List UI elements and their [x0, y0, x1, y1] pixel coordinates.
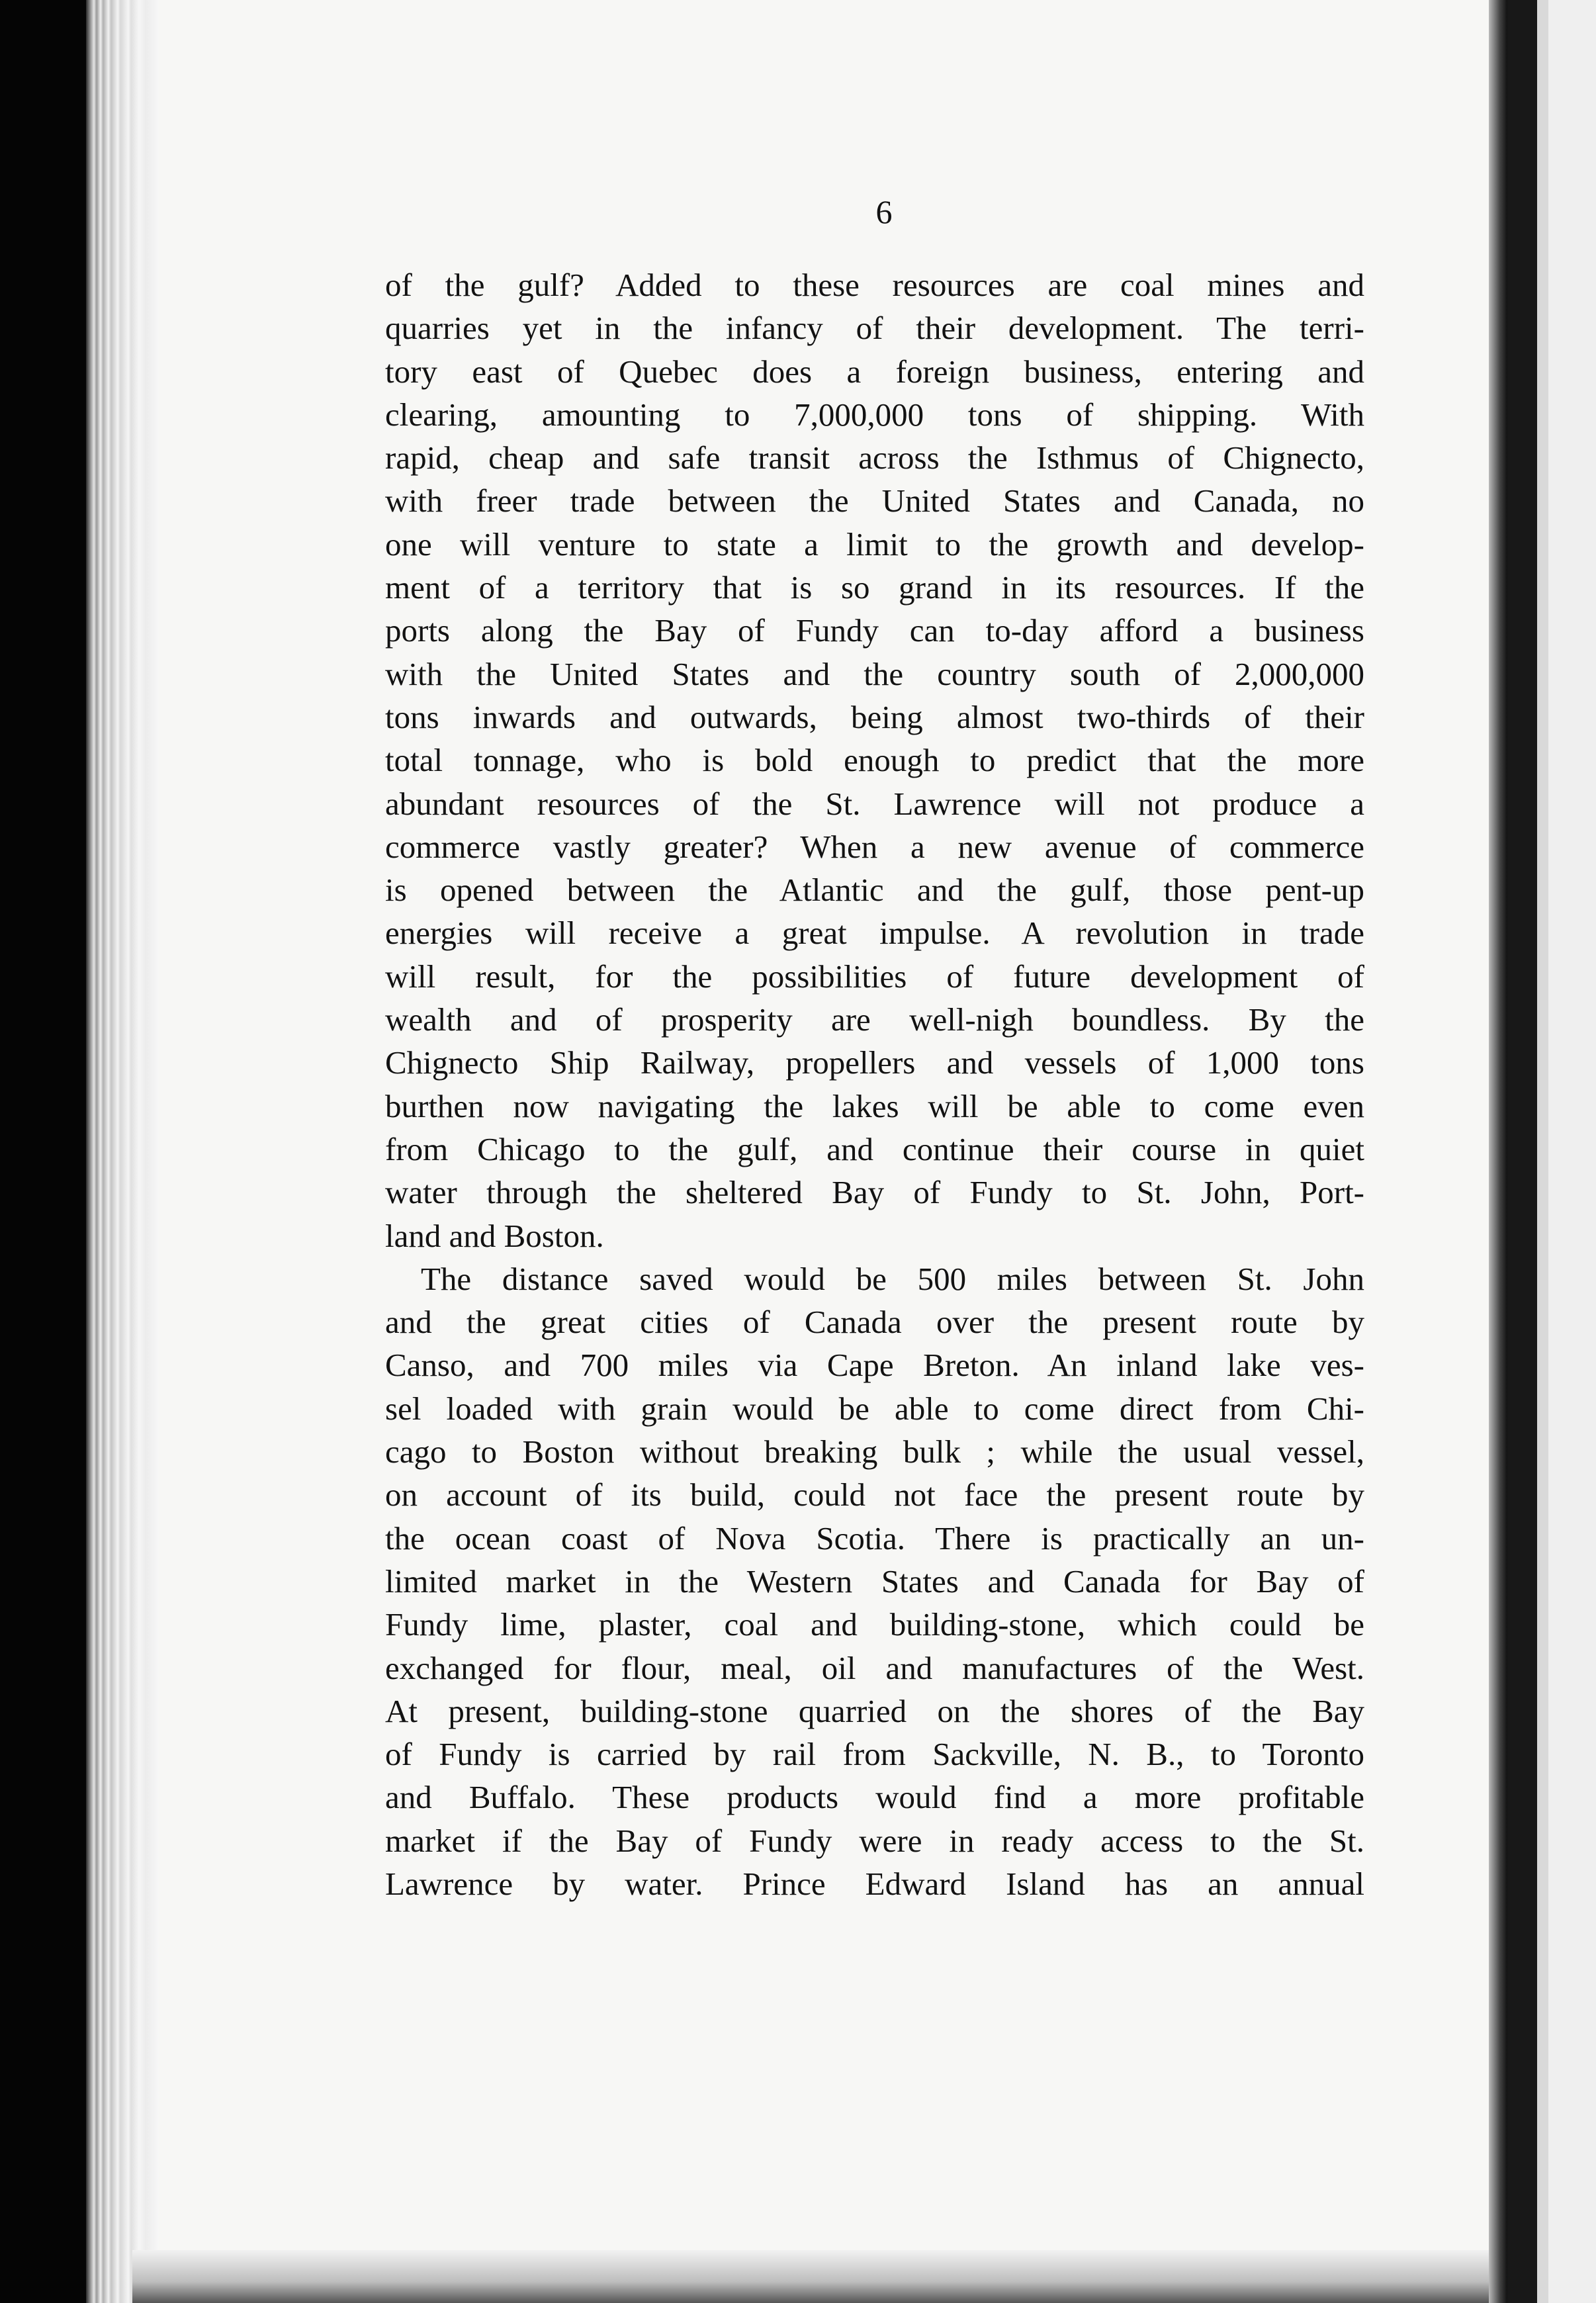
text-line: Chignecto Ship Railway, propellers and vessels of 1,000 tons	[385, 1044, 1364, 1081]
text-line: rapid, cheap and safe transit across the Isthmus of Chignecto,	[385, 439, 1364, 476]
binding-shadow	[1489, 0, 1507, 2303]
text-line: quarries yet in the infancy of their development. The terri-	[385, 310, 1364, 347]
text-line: with the United States and the country south of 2,000,000	[385, 655, 1364, 692]
text-line: tons inwards and outwards, being almost two-thirds of their	[385, 698, 1364, 735]
text-line: clearing, amounting to 7,000,000 tons of shipping. With	[385, 396, 1364, 433]
text-line: will result, for the possibilities of future development of	[385, 958, 1364, 995]
scan-left-border	[0, 0, 86, 2303]
text-line: ment of a territory that is so grand in its resources. If the	[385, 569, 1364, 606]
text-line: and Buffalo. These products would find a more profitable	[385, 1779, 1364, 1816]
text-line: market if the Bay of Fundy were in ready access to the St.	[385, 1822, 1364, 1859]
text-line: commerce vastly greater? When a new avenue of commerce	[385, 828, 1364, 865]
stacked-page-edges	[86, 0, 159, 2303]
text-line: is opened between the Atlantic and the gulf, those pent-up	[385, 872, 1364, 909]
text-line: ports along the Bay of Fundy can to-day afford a business	[385, 612, 1364, 649]
text-line: Fundy lime, plaster, coal and building-stone, which could be	[385, 1606, 1364, 1643]
paragraph-start-line: The distance saved would be 500 miles between St. John	[421, 1260, 1364, 1297]
paragraph-end-line: land and Boston.	[385, 1217, 604, 1254]
text-line: of the gulf? Added to these resources are coal mines and	[385, 267, 1364, 303]
body-text	[385, 263, 1364, 1905]
text-line: on account of its build, could not face the present route by	[385, 1476, 1364, 1513]
text-line: Canso, and 700 miles via Cape Breton. An inland lake ves-	[385, 1347, 1364, 1384]
text-line: tory east of Quebec does a foreign business, entering and	[385, 353, 1364, 390]
text-line: exchanged for flour, meal, oil and manufactures of the West.	[385, 1649, 1364, 1686]
text-line: and the great cities of Canada over the present route by	[385, 1304, 1364, 1341]
text-line: abundant resources of the St. Lawrence will not produce a	[385, 785, 1364, 822]
text-line: water through the sheltered Bay of Fundy to St. John, Port-	[385, 1174, 1364, 1211]
text-line: of Fundy is carried by rail from Sackville, N. B., to Toronto	[385, 1736, 1364, 1773]
text-line: one will venture to state a limit to the growth and develop-	[385, 525, 1364, 563]
page-number: 6	[875, 193, 893, 230]
text-line: Lawrence by water. Prince Edward Island has an annual	[385, 1865, 1364, 1902]
text-line: from Chicago to the gulf, and continue their course in quiet	[385, 1130, 1364, 1167]
text-line: At present, building-stone quarried on the shores of the Bay	[385, 1692, 1364, 1729]
text-line: cago to Boston without breaking bulk ; while the usual vessel,	[385, 1433, 1364, 1470]
text-line: with freer trade between the United States and Canada, no	[385, 482, 1364, 519]
binding-gutter	[1507, 0, 1537, 2303]
text-line: wealth and of prosperity are well-nigh boundless. By the	[385, 1001, 1364, 1038]
text-line: limited market in the Western States and Canada for Bay of	[385, 1562, 1364, 1600]
text-line: sel loaded with grain would be able to come direct from Chi-	[385, 1390, 1364, 1427]
facing-page-inner	[1548, 0, 1596, 2303]
text-line: energies will receive a great impulse. A revolution in trade	[385, 915, 1364, 952]
text-line: the ocean coast of Nova Scotia. There is practically an un-	[385, 1519, 1364, 1557]
text-line: burthen now navigating the lakes will be able to come even	[385, 1087, 1364, 1124]
page-bottom-edge	[132, 2250, 1489, 2303]
text-line: total tonnage, who is bold enough to predict that the more	[385, 742, 1364, 779]
